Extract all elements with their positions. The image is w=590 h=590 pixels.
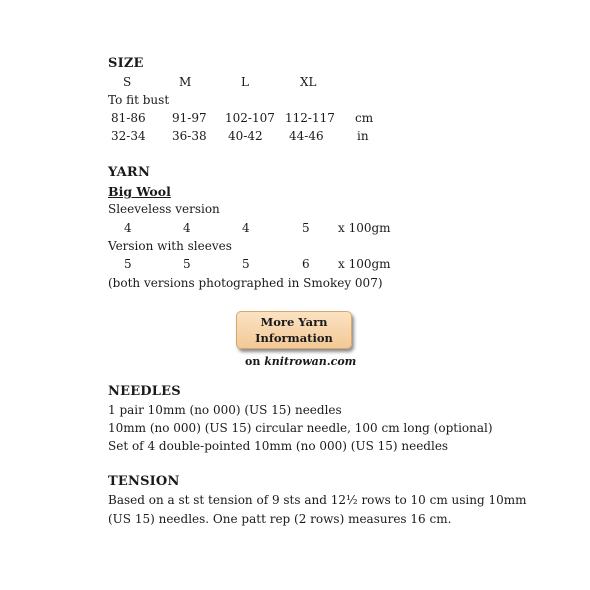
tension-line-1: Based on a st st tension of 9 sts and 12½ rows to 10 cm using 10mm	[108, 493, 527, 507]
sleeves-count-l: 5	[242, 257, 250, 271]
to-fit-bust-label: To fit bust	[108, 93, 170, 107]
needles-heading: NEEDLES	[108, 384, 181, 399]
size-xl-label: XL	[300, 75, 317, 89]
needles-line-1: 1 pair 10mm (no 000) (US 15) needles	[108, 403, 342, 417]
bust-cm-m: 91-97	[172, 111, 207, 125]
bust-in-s: 32-34	[111, 129, 146, 143]
size-l-label: L	[241, 75, 249, 89]
sleeves-label: Version with sleeves	[108, 239, 232, 253]
size-heading: SIZE	[108, 56, 144, 71]
sleeveless-count-m: 4	[183, 221, 191, 235]
bust-in-unit: in	[357, 129, 369, 143]
on-site-caption	[245, 355, 356, 368]
bust-cm-unit: cm	[355, 111, 374, 125]
on-prefix: on	[245, 355, 261, 368]
bust-cm-s: 81-86	[111, 111, 146, 125]
needles-line-2: 10mm (no 000) (US 15) circular needle, 100 cm long (optional)	[108, 421, 493, 435]
sleeveless-count-xl: 5	[302, 221, 310, 235]
sleeves-count-m: 5	[183, 257, 191, 271]
sleeveless-unit: x 100gm	[338, 221, 391, 235]
yarn-note: (both versions photographed in Smokey 007)	[108, 276, 383, 290]
more-yarn-button-line1: More Yarn	[260, 315, 328, 329]
bust-cm-xl: 112-117	[285, 111, 335, 125]
sleeveless-count-s: 4	[124, 221, 132, 235]
yarn-name: Big Wool	[108, 184, 171, 199]
sleeveless-count-l: 4	[242, 221, 250, 235]
sleeves-unit: x 100gm	[338, 257, 391, 271]
tension-line-2: (US 15) needles. One patt rep (2 rows) measures 16 cm.	[108, 512, 452, 526]
sleeves-count-s: 5	[124, 257, 132, 271]
needles-line-3: Set of 4 double-pointed 10mm (no 000) (US 15) needles	[108, 439, 449, 453]
size-m-label: M	[179, 75, 192, 89]
site-link[interactable]: knitrowan.com	[264, 355, 357, 368]
more-yarn-button-line2: Information	[255, 331, 333, 345]
tension-heading: TENSION	[108, 474, 180, 489]
size-s-label: S	[123, 75, 132, 89]
bust-cm-l: 102-107	[225, 111, 275, 125]
sleeveless-label: Sleeveless version	[108, 202, 220, 216]
bust-in-l: 40-42	[228, 129, 263, 143]
sleeves-count-xl: 6	[302, 257, 310, 271]
bust-in-m: 36-38	[172, 129, 207, 143]
more-yarn-information-button[interactable]	[236, 311, 352, 349]
yarn-heading: YARN	[108, 165, 151, 180]
bust-in-xl: 44-46	[289, 129, 324, 143]
